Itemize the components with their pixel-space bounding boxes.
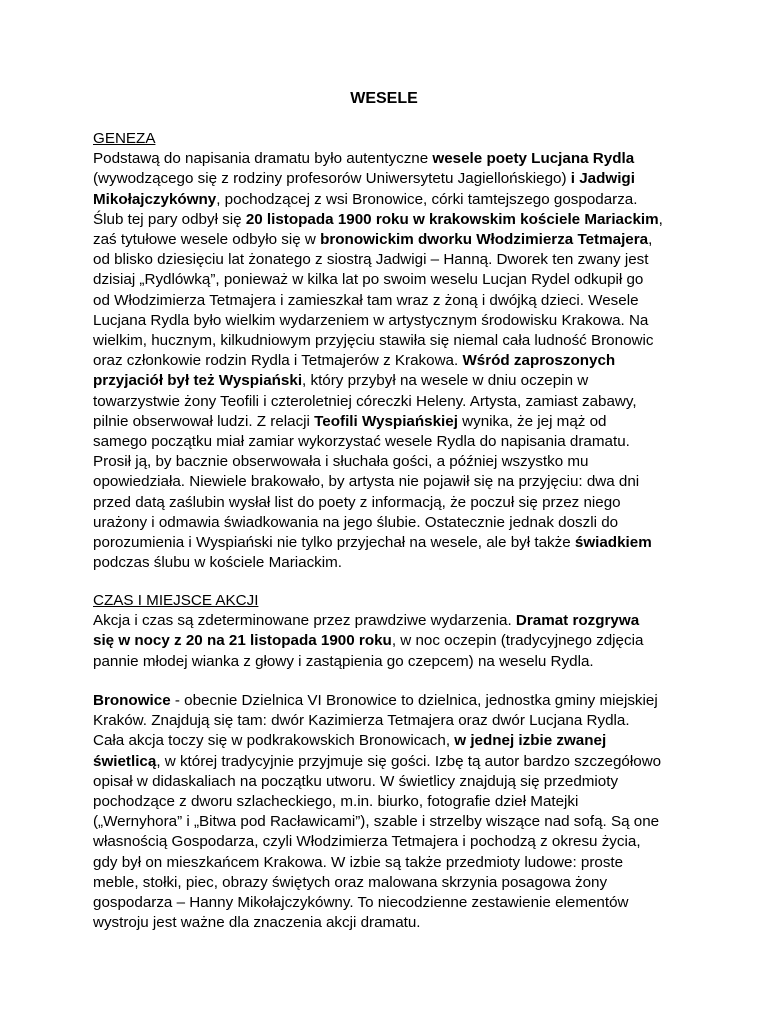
paragraph-line: [93, 412, 683, 432]
paragraph-line: [93, 873, 683, 893]
paragraph-line: [93, 493, 683, 513]
bold-text: świetlicą: [93, 752, 157, 770]
text-run: , w której tradycyjnie przyjmuje się gości. Izbę tą autor bardzo szczegółowo: [156, 752, 662, 770]
text-run: pochodzące z dworu szlacheckiego, m.in. biurko, fotografie dzieł Matejki: [93, 793, 579, 811]
paragraph-line: [93, 691, 683, 711]
bold-text: bronowickim dworku Włodzimierza Tetmajera: [320, 231, 649, 249]
section-heading-geneza: GENEZA: [93, 130, 156, 147]
paragraph-line: [93, 731, 683, 751]
paragraph-line: [93, 772, 683, 792]
paragraph-line: [93, 432, 683, 452]
text-run: oraz członkowie rodzin Rydla i Tetmajerów z Krakowa.: [93, 352, 463, 370]
section-body-czas: [93, 611, 683, 672]
paragraph-line: [93, 392, 683, 412]
text-run: urażony i odmawia świadkowania na jego ślubie. Ostatecznie jednak doszli do: [93, 513, 619, 531]
paragraph-line: [93, 351, 683, 371]
bold-text: wesele poety Lucjana Rydla: [432, 150, 635, 168]
text-run: Kraków. Znajdują się tam: dwór Kazimierza Tetmajera oraz dwór Lucjana Rydla.: [93, 712, 630, 730]
text-run: gospodarza – Hanny Mikołajczykówny. To niecodzienne zestawienie elementów: [93, 894, 629, 912]
text-run: - obecnie Dzielnica VI Bronowice to dzielnica, jednostka gminy miejskiej: [170, 692, 658, 709]
text-run: Ślub tej pary odbył się: [93, 210, 246, 228]
paragraph-line: [93, 270, 683, 290]
paragraph-line: [93, 291, 683, 311]
text-run: pilnie obserwował ludzi. Z relacji: [93, 412, 315, 430]
section-czas-i-miejsce-akcji: [93, 591, 683, 672]
text-run: gdy był on mieszkańcem Krakowa. W izbie są także przedmioty ludowe: proste: [93, 853, 624, 871]
paragraph-line: [93, 230, 683, 250]
paragraph-line: [93, 452, 683, 472]
bold-text: Dramat rozgrywa: [515, 612, 640, 630]
text-run: zaś tytułowe wesele odbyło się w: [93, 231, 321, 249]
paragraph-line: [93, 853, 683, 873]
text-run: wielkim, hucznym, kilkudniowym przyjęciu stawiła się niemal cała ludność Bronowic: [93, 332, 654, 350]
bold-text: świadkiem: [574, 534, 652, 552]
paragraph-line: [93, 893, 683, 913]
document-title: WESELE: [350, 90, 418, 107]
text-run: przed datą zaślubin wysłał list do poety z informacją, że poczuł się przez niego: [93, 493, 621, 511]
text-run: , w noc oczepin (tradycyjnego zdjęcia: [391, 632, 644, 650]
text-run: ,: [648, 231, 653, 249]
bold-text: Mikołajczykówny: [93, 190, 217, 208]
paragraph-line: [93, 792, 683, 812]
text-run: towarzystwie żony Teofili i czteroletniej córeczki Heleny. Artysta, zamiast zabawy,: [93, 392, 637, 410]
paragraph-line: [93, 371, 683, 391]
text-run: od Włodzimierza Tetmajera i zamieszkał tam wraz z żoną i dwójką dzieci. Wesele: [93, 291, 639, 309]
paragraph-line: [93, 533, 683, 553]
paragraph-line: [93, 472, 683, 492]
text-run: meble, stołki, piec, obrazy świętych oraz malowana skrzynia posagowa żony: [93, 873, 608, 891]
text-run: Cała akcja toczy się w podkrakowskich Bronowicach,: [93, 732, 455, 750]
paragraph-line: [93, 631, 683, 651]
bold-text: Teofili Wyspiańskiej: [314, 412, 458, 430]
paragraph-line: [93, 210, 683, 230]
paragraph-line: [93, 752, 683, 772]
section-body-bronowice: [93, 691, 683, 933]
text-run: od blisko dziesięciu lat żonatego z siostrą Jadwigi – Hanną. Dworek ten zwany jest: [93, 251, 649, 269]
section-heading-czas: CZAS I MIEJSCE AKCJI: [93, 592, 259, 609]
paragraph-line: [93, 711, 683, 731]
paragraph-line: [93, 513, 683, 533]
text-run: („Wernyhora” i „Bitwa pod Racławicami”), szable i strzelby wiszące nad sofą. Są one: [93, 813, 660, 831]
paragraph-line: [93, 331, 683, 351]
bold-text: się w nocy z 20 na 21 listopada 1900 roku: [93, 632, 392, 650]
text-run: dzisiaj „Rydlówką”, ponieważ w kilka lat po swoim weselu Lucjan Rydel odkupił go: [93, 271, 644, 289]
text-run: opowiedziała. Niewiele brakowało, by artysta nie pojawił się na przyjęciu: dwa dni: [93, 473, 640, 491]
text-run: Lucjana Rydla było wielkim wydarzeniem w artystycznym środowisku Krakowa. Na: [93, 311, 649, 329]
paragraph-line: [93, 812, 683, 832]
paragraph-line: [93, 913, 683, 933]
text-run: własnością Gospodarza, czyli Włodzimierza Tetmajera i pochodzą z okresu życia,: [93, 833, 641, 851]
paragraph-line: [93, 190, 683, 210]
paragraph-line: [93, 149, 683, 169]
bold-text: Bronowice: [93, 692, 171, 709]
text-run: wynika, że jej mąż od: [457, 412, 607, 430]
bold-text: przyjaciół był też Wyspiański: [93, 372, 303, 390]
text-run: wystroju jest ważne dla znaczenia akcji dramatu.: [93, 914, 421, 932]
paragraph-line: [93, 553, 683, 573]
text-run: , który przybył na wesele w dniu oczepin w: [302, 372, 589, 390]
text-run: porozumienia i Wyspiański nie tylko przyjechał na wesele, ale był także: [93, 534, 575, 552]
bold-text: 20 listopada 1900 roku w krakowskim kościele Mariackim: [245, 210, 659, 228]
text-run: pannie młodej wianka z głowy i zastąpienia go czepcem) na weselu Rydla.: [93, 652, 594, 670]
paragraph-line: [93, 169, 683, 189]
bold-text: i Jadwigi: [570, 170, 635, 188]
section-geneza: [93, 129, 683, 573]
text-run: , pochodzącej z wsi Bronowice, córki tamtejszego gospodarza.: [216, 190, 638, 208]
paragraph-line: [93, 652, 683, 672]
text-run: (wywodzącego się z rodziny profesorów Uniwersytetu Jagiellońskiego): [93, 170, 571, 188]
section-body-geneza: [93, 149, 683, 573]
paragraph-line: [93, 611, 683, 631]
text-run: podczas ślubu w kościele Mariackim.: [93, 554, 342, 572]
text-run: Prosił ją, by bacznie obserwowała i słuchała gości, a później wszystko mu: [93, 453, 589, 471]
bold-text: Wśród zaproszonych: [462, 352, 616, 370]
section-bronowice: [93, 691, 683, 933]
bold-text: w jednej izbie zwanej: [454, 732, 607, 750]
text-run: samego początku miał zamiar wykorzystać wesele Rydla do napisania dramatu.: [93, 433, 630, 451]
paragraph-line: [93, 832, 683, 852]
text-run: Akcja i czas są zdeterminowane przez prawdziwe wydarzenia.: [93, 612, 516, 630]
paragraph-line: [93, 311, 683, 331]
paragraph-line: [93, 250, 683, 270]
text-run: opisał w didaskaliach na początku utworu. W świetlicy znajdują się przedmioty: [93, 772, 619, 790]
text-run: ,: [658, 210, 663, 228]
text-run: Podstawą do napisania dramatu było autentyczne: [93, 150, 433, 168]
